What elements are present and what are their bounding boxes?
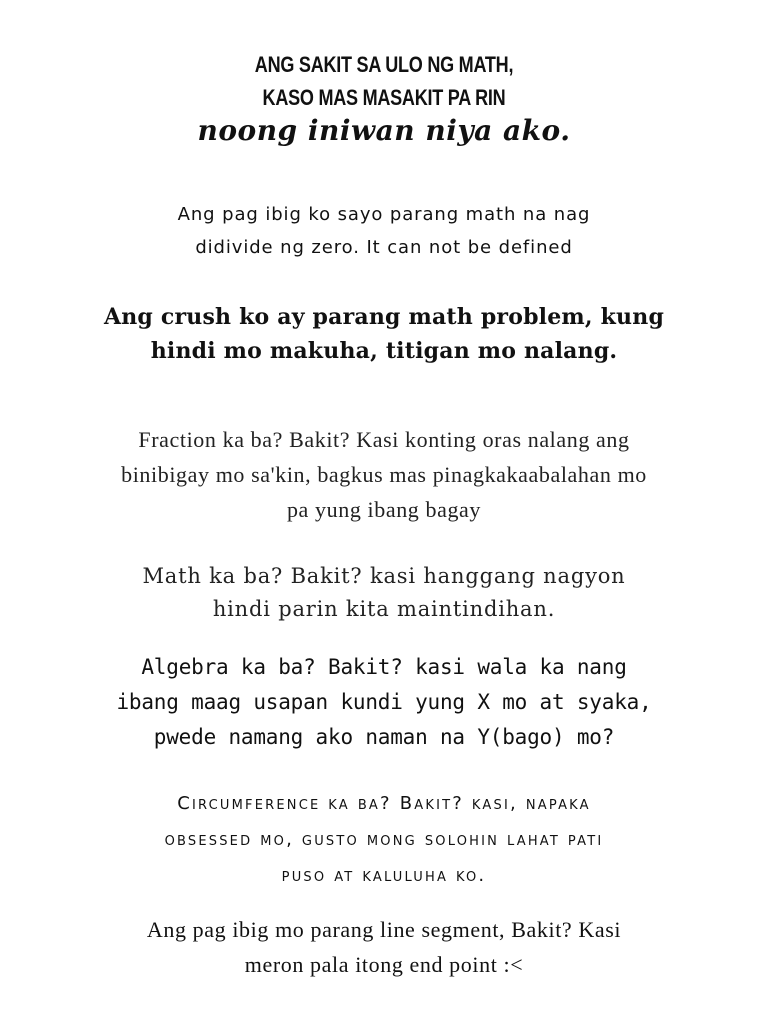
- title-script-line: noong iniwan niya ako.: [197, 114, 571, 147]
- quote-line-segment: [0, 912, 768, 982]
- quote-line: Circumference ka ba? Bakit? kasi, napaka: [177, 793, 591, 814]
- quote-line: ibang maag usapan kundi yung X mo at syaka,: [116, 690, 652, 714]
- page-title: [69, 48, 699, 114]
- quote-line: didivide ng zero. It can not be defined: [195, 237, 573, 258]
- quote-line: pa yung ibang bagay: [286, 497, 482, 522]
- quote-line: obsessed mo, gusto mong solohin lahat pati: [164, 829, 604, 850]
- quote-crush-math-problem: [0, 300, 768, 368]
- quote-line: Algebra ka ba? Bakit? kasi wala ka nang: [141, 655, 627, 679]
- quote-fraction: [60, 422, 708, 527]
- title-line-2: KASO MAS MASAKIT PA RIN: [262, 85, 506, 110]
- quote-line: Ang crush ko ay parang math problem, kung: [103, 304, 665, 330]
- quote-line: Ang pag ibig ko sayo parang math na nag: [177, 204, 591, 225]
- quote-line: Fraction ka ba? Bakit? Kasi konting oras nalang ang: [138, 427, 630, 452]
- quote-line: puso at kaluluha ko.: [281, 865, 487, 886]
- quote-line: pwede namang ako naman na Y(bago) mo?: [153, 725, 615, 749]
- quote-line: hindi mo makuha, titigan mo nalang.: [150, 338, 618, 364]
- quote-line: Ang pag ibig mo parang line segment, Bakit? Kasi: [146, 917, 622, 942]
- quote-line: meron pala itong end point :<: [244, 952, 524, 977]
- quote-algebra: [0, 650, 768, 755]
- quote-line: Math ka ba? Bakit? kasi hanggang nagyon: [142, 564, 626, 588]
- quote-divide-by-zero: [0, 198, 768, 264]
- quote-line: hindi parin kita maintindihan.: [212, 597, 556, 621]
- quote-math: [0, 560, 768, 626]
- title-line-1: ANG SAKIT SA ULO NG MATH,: [254, 52, 514, 77]
- quote-line: binibigay mo sa'kin, bagkus mas pinagkakaabalahan mo: [121, 462, 647, 487]
- quote-circumference: [0, 786, 768, 894]
